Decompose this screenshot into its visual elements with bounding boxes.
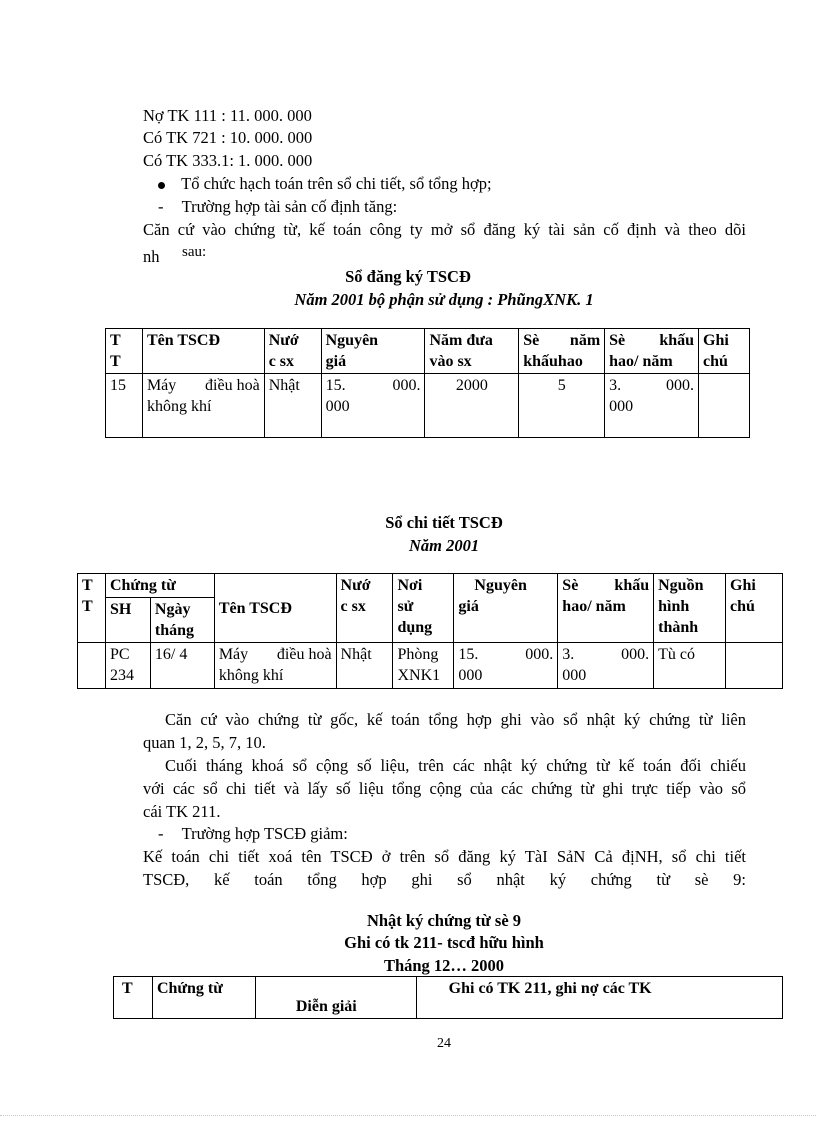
cell-tt [78, 643, 106, 689]
line-no-tk111: Nợ TK 111 : 11. 000. 000 [143, 106, 312, 125]
header-dep-amount: Sè khấu hao/ năm [558, 574, 654, 643]
header-note: Ghi chú [726, 574, 783, 643]
bullet-icon [158, 182, 165, 189]
header-voucher: Chứng từ [152, 977, 255, 1019]
cell-tt: 15 [106, 374, 143, 438]
cell-name: Máy điều hoà không khí [214, 643, 336, 689]
para-tang-line2a: nh [143, 247, 160, 266]
cell-sh: PC 234 [105, 643, 150, 689]
journal-header-row [114, 977, 783, 1019]
cell-note [699, 374, 750, 438]
cell-dep-amount: 3. 000. 000 [605, 374, 699, 438]
dash-icon: - [158, 197, 164, 216]
journal-table [113, 976, 783, 1019]
para2-line2: với các sổ chi tiết và lấy số liệu tổng cộng của các chứng từ ghi trực tiếp vào sổ [143, 779, 746, 798]
table-row [106, 374, 750, 438]
header-voucher: Chứng từ [105, 574, 214, 598]
header-country: Nướ c sx [264, 329, 321, 374]
cell-country: Nhật [336, 643, 393, 689]
cell-place: Phòng XNK1 [393, 643, 454, 689]
journal-title: Nhật ký chứng từ sè 9 [366, 911, 522, 930]
header-dep-amount: Sè khấu hao/ năm [605, 329, 699, 374]
cell-dep-years: 5 [519, 374, 605, 438]
header-source: Nguồn hình thành [654, 574, 726, 643]
header-name: Tên TSCĐ [214, 574, 336, 643]
line-co-tk721: Có TK 721 : 10. 000. 000 [143, 128, 313, 147]
dash-text: Trường hợp tài sản cố định tăng: [181, 197, 398, 216]
cell-cost: 15. 000. 000 [454, 643, 558, 689]
dash-icon: - [158, 824, 164, 843]
header-place: Nơi sử dụng [393, 574, 454, 643]
header-sh: SH [105, 598, 150, 643]
detail-header-row-1 [78, 574, 783, 598]
detail-subtitle: Năm 2001 [408, 536, 480, 555]
cell-year: 2000 [425, 374, 519, 438]
header-tt: T T [106, 329, 143, 374]
para-tang-line1: Căn cứ vào chứng từ, kế toán công ty mở sổ đăng ký tài sản cố định và theo dõi [143, 220, 746, 239]
cell-dep-amount: 3. 000. 000 [558, 643, 654, 689]
dash-item-tang [158, 196, 397, 218]
bullet-item [158, 173, 492, 195]
cell-country: Nhật [264, 374, 321, 438]
para-tang-line2b: sau: [182, 244, 207, 260]
dash-item-giam [158, 823, 348, 845]
header-tt: T T [78, 574, 106, 643]
header-desc: Diễn giải [255, 977, 416, 1019]
cell-date: 16/ 4 [150, 643, 214, 689]
cell-note [726, 643, 783, 689]
register-subtitle: Năm 2001 bộ phận sử dụng : PhũngXNK. 1 [294, 290, 594, 309]
detail-title: Sổ chi tiết TSCĐ [385, 513, 503, 532]
line-co-tk3331: Có TK 333.1: 1. 000. 000 [143, 151, 313, 170]
header-cost: Nguyên giá [321, 329, 425, 374]
header-date: Ngày tháng [150, 598, 214, 643]
header-year: Năm đưa vào sx [425, 329, 519, 374]
register-title: Sổ đăng ký TSCĐ [345, 267, 471, 286]
para2-line3: cái TK 211. [143, 802, 221, 821]
journal-subtitle: Ghi có tk 211- tscđ hữu hình [344, 933, 544, 952]
header-note: Ghi chú [699, 329, 750, 374]
header-cost: Nguyên giá [454, 574, 558, 643]
table-row [78, 643, 783, 689]
header-name: Tên TSCĐ [142, 329, 264, 374]
detail-table [77, 573, 783, 689]
para1-line1: Căn cứ vào chứng từ gốc, kế toán tổng hợp ghi vào sổ nhật ký chứng từ liên [165, 710, 746, 729]
header-country: Nướ c sx [336, 574, 393, 643]
para1-line2: quan 1, 2, 5, 7, 10. [143, 733, 266, 752]
para2-line1: Cuối tháng khoá sổ cộng số liệu, trên các nhật ký chứng từ kế toán đối chiếu [165, 756, 746, 775]
register-table [105, 328, 750, 438]
cell-source: Tù có [654, 643, 726, 689]
register-header-row [106, 329, 750, 374]
journal-month: Tháng 12… 2000 [383, 956, 505, 975]
para3-line2: TSCĐ, kế toán tổng hợp ghi sổ nhật ký chứng từ sè 9: [143, 870, 746, 889]
para3-line1: Kế toán chi tiết xoá tên TSCĐ ở trên sổ đăng ký TàI SảN Cả địNH, sổ chi tiết [143, 847, 746, 866]
dash-text: Trường hợp TSCĐ giảm: [181, 824, 348, 843]
page-bottom-divider [0, 1115, 816, 1116]
bullet-text: Tổ chức hạch toán trên sổ chi tiết, sổ tổng hợp; [181, 174, 492, 193]
header-credit: Ghi có TK 211, ghi nợ các TK [416, 977, 782, 1019]
page-number: 24 [437, 1036, 451, 1051]
header-tt: T [114, 977, 153, 1019]
cell-name: Máy điều hoà không khí [142, 374, 264, 438]
cell-cost: 15. 000. 000 [321, 374, 425, 438]
header-dep-years: Sè năm khấuhao [519, 329, 605, 374]
